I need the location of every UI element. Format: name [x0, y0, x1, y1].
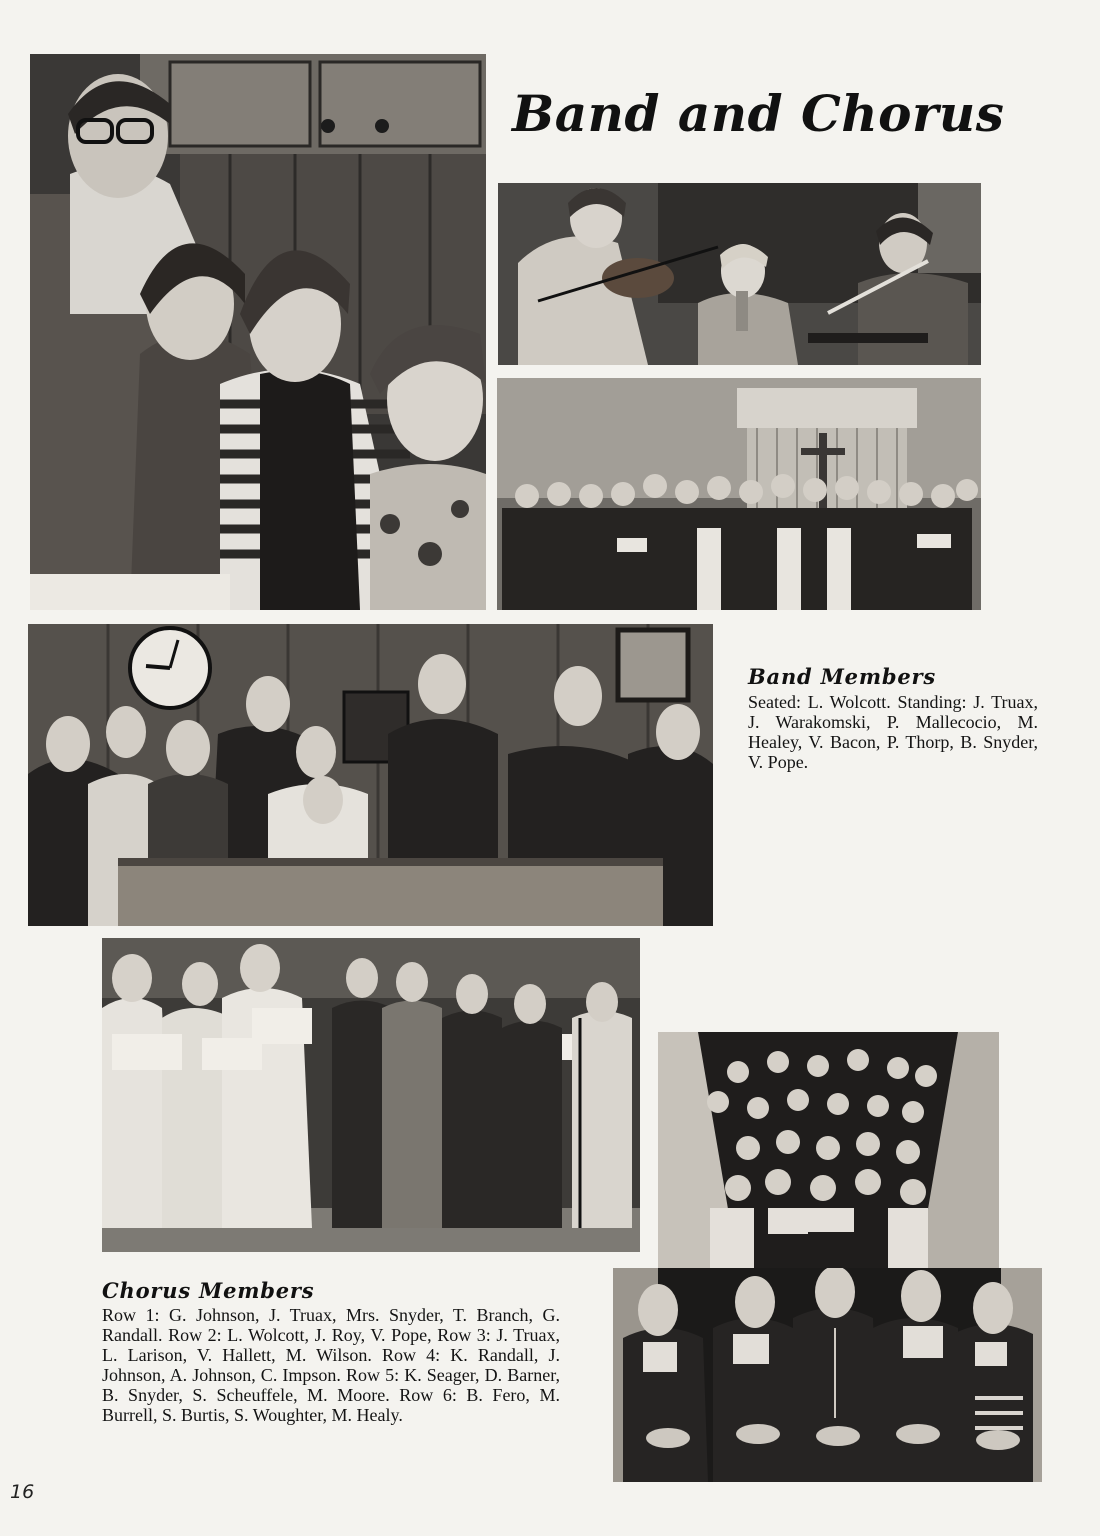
chorus-singing-photo — [102, 938, 640, 1252]
instrumentalists-photo — [498, 183, 981, 365]
chorus-members-heading: Chorus Members — [102, 1278, 315, 1303]
chorus-group-stairs-photo — [658, 1032, 999, 1268]
page-title: Band and Chorus — [512, 84, 1005, 143]
chorus-group-seated-photo — [613, 1268, 1042, 1482]
chorus-members-caption: Row 1: G. Johnson, J. Truax, Mrs. Snyder, T. Branch, G. Randall. Row 2: L. Wolcott, J. Roy, V. Pope, Row 3: J. Truax, L. Larison, V. Hallett, M. Wilson. Row 4: K. Randall, J. Johnson, A. Johnson, C. Impson. Row 5: K. Seager, D. Barner, B. Snyder, S. Scheuffele, M. Moore. Row 6: B. Fero, M. Burrell, S. Burtis, S. Woughter, M. Healy. — [102, 1305, 560, 1425]
band-members-heading: Band Members — [748, 664, 936, 689]
page-number: 16 — [10, 1481, 35, 1503]
chorus-stage-photo — [497, 378, 981, 610]
band-members-photo — [28, 624, 713, 926]
band-members-caption: Seated: L. Wolcott. Standing: J. Truax, J. Warakomski, P. Mallecocio, M. Healey, V. Bacon, P. Thorp, B. Snyder, V. Pope. — [748, 692, 1038, 772]
piano-students-photo — [30, 54, 486, 610]
